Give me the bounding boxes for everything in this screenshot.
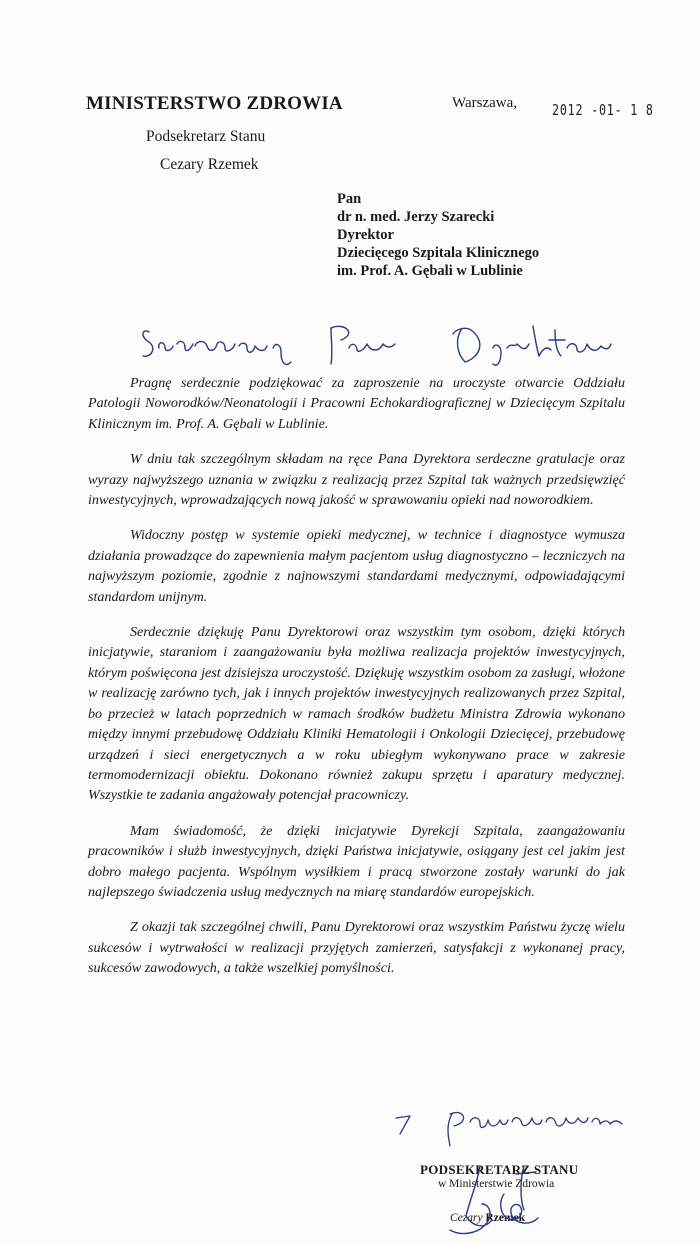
addressee-line: Dyrektor (337, 227, 394, 243)
handwritten-closing (390, 1100, 640, 1150)
addressee-line: Dziecięcego Szpitala Klinicznego (337, 245, 540, 261)
letter-body (88, 373, 625, 994)
ministry-heading: MINISTERSTWO ZDROWIA (86, 93, 343, 114)
body-paragraph: Z okazji tak szczególnej chwili, Panu Dyrektorowi oraz wszystkim Państwu życzę wielu sukcesów i wytrwałości w realizacji przyjętych zamierzeń, satysfakcji z wykonanej pracy, sukcesów zawodowych, a także wszelkiej pomyślności. (88, 919, 625, 977)
date-stamp: 2012 -01- 1 8 (552, 101, 654, 119)
addressee-block (337, 190, 539, 280)
stamp-org: w Ministerstwie Zdrowia (438, 1178, 555, 1190)
body-paragraph: W dniu tak szczególnym składam na ręce Pana Dyrektora serdeczne gratulacje oraz wyrazy najwyższego uznania w związku z realizacją przez Szpital tak ważnych przedsięwzięć inwestycyjnych, wprowadzających nową jakość w sprawowaniu opieki nad noworodkiem. (88, 451, 625, 509)
stamp-first-name: Cezary (450, 1212, 483, 1224)
place: Warszawa, (452, 95, 518, 111)
sender-position: Podsekretarz Stanu (146, 128, 266, 145)
body-paragraph: Mam świadomość, że dzięki inicjatywie Dyrekcji Szpitala, zaangażowaniu pracowników i służb inwestycyjnych, dzięki Państwa inicjatywie, osiągany jest cel jakim jest dobro małego pacjenta. Wspólnym wysiłkiem i pracą stworzone zostały warunki do jak najlepszego świadczenia usług medycznych na miarę standardów europejskich. (88, 822, 625, 900)
stamp-title: PODSEKRETARZ STANU (420, 1162, 579, 1177)
stamp-last-name: Rzemek (485, 1212, 526, 1224)
sender-name: Cezary Rzemek (160, 156, 259, 173)
signature (420, 1160, 600, 1240)
body-paragraph: Pragnę serdecznie podziękować za zaproszenie na uroczyste otwarcie Oddziału Patologii Noworodków/Neonatologii i Pracowni Echokardiograficznej w Dziecięcym Szpitalu Klinicznym im. Prof. A. Gębali w Lublinie. (88, 375, 625, 432)
body-paragraph: Widoczny postęp w systemie opieki medycznej, w technice i diagnostyce wymusza działania prowadzące do zapewnienia małym pacjentom usług diagnostyczno – leczniczych na najwyższym poziomie, zgodnie z najnowszymi standardami medycznymi, odpowiadającymi standardom unijnym. (88, 527, 625, 605)
body-paragraph: Serdecznie dziękuję Panu Dyrektorowi oraz wszystkim tym osobom, dzięki których inicjatywie, staraniom i zaangażowaniu była możliwa realizacja projektów inwestycyjnych, którym poświęcona jest dzisiejsza uroczystość. Dziękuję wszystkim osobom za zasługi, włożone w realizację zarówno tych, jak i innych projektów inwestycyjnych realizowanych przez Szpital, bo przecież w latach poprzednich w ramach środków budżetu Ministra Zdrowia wykonano między innymi przebudowę Oddziału Kliniki Hematologii i Onkologii Dziecięcej, przebudowę urządzeń i sieci energetycznych a w roku ubiegłym wykonywano prace w zakresie termomodernizacji obiektu. Dokonano również zakupu sprzętu i aparatury medycznej. Wszystkie te zadania angażowały potencjał pracowniczy. (88, 624, 625, 804)
addressee-line: Pan (337, 191, 362, 207)
handwritten-salutation (135, 318, 615, 378)
addressee-line: dr n. med. Jerzy Szarecki (337, 209, 495, 225)
addressee-line: im. Prof. A. Gębali w Lublinie (337, 263, 523, 279)
